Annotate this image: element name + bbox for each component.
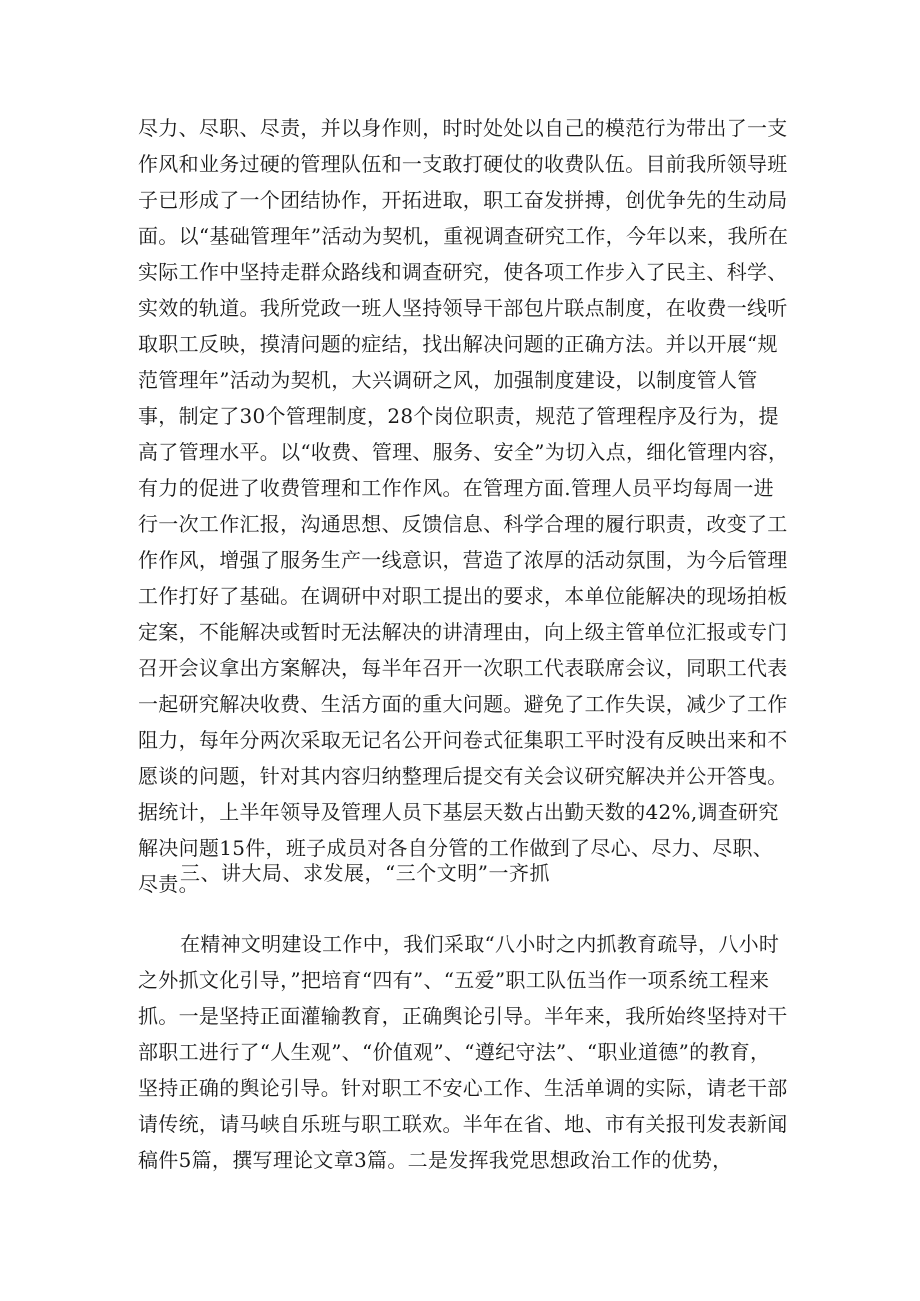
section-heading: 三、讲大局、求发展，“三个文明”一齐抓 (180, 861, 550, 885)
body-paragraph-2: 在精神文明建设工作中，我们采取“八小时之内抓教育疏导，八小时之外抓文化引导，”把培育“四有”、“五爱”职工队伍当作一项系统工程来抓。一是坚持正面灌输教育，正确舆论引导。半年来，我所始终坚持对干部职工进行了“人生观”、“价值观”、“遵纪守法”、“职业道德”的教育，坚持正确的舆论引导。针对职工不安心工作、生活单调的实际，请老干部请传统，请马峡自乐班与职工联欢。半年在省、地、市有关报刊发表新闻稿件5篇，撰写理论文章3篇。二是发挥我党思想政治工作的优势， (138, 932, 788, 1172)
body-paragraph-1: 尽力、尽职、尽责，并以身作则，时时处处以自己的模范行为带出了一支作风和业务过硬的管理队伍和一支敢打硬仗的收费队伍。目前我所领导班子已形成了一个团结协作，开拓进取，职工奋发拼搏，创优争先的生动局面。以“基础管理年”活动为契机，重视调查研究工作，今年以来，我所在实际工作中坚持走群众路线和调查研究，使各项工作步入了民主、科学、实效的轨道。我所党政一班人坚持领导干部包片联点制度，在收费一线听取职工反映，摸清问题的症结，找出解决问题的正确方法。并以开展“规范管理年”活动为契机，大兴调研之风，加强制度建设，以制度管人管事，制定了30个管理制度，28个岗位职责，规范了管理程序及行为，提高了管理水平。以“收费、管理、服务、安全”为切入点，细化管理内容，有力的促进了收费管理和工作作风。在管理方面.管理人员平均每周一进行一次工作汇报，沟通思想、反馈信息、科学合理的履行职责，改变了工作作风，增强了服务生产一线意识，营造了浓厚的活动氛围，为今后管理工作打好了基础。在调研中对职工提出的要求，本单位能解决的现场拍板定案，不能解决或暂时无法解决的讲清理由，向上级主管单位汇报或专门召开会议拿出方案解决，每半年召开一次职工代表联席会议，同职工代表一起研究解决收费、生活方面的重大问题。避免了工作失误，减少了工作阻力，每年分两次采取无记名公开问卷式征集职工平时没有反映出来和不愿谈的问题，针对其内容归纳整理后提交有关会议研究解决并公开答曳。据统计，上半年领导及管理人员下基层天数占出勤天数的42%,调查研究解决问题15件，班子成员对各自分管的工作做到了尽心、尽力、尽职、尽责。 (138, 116, 789, 896)
